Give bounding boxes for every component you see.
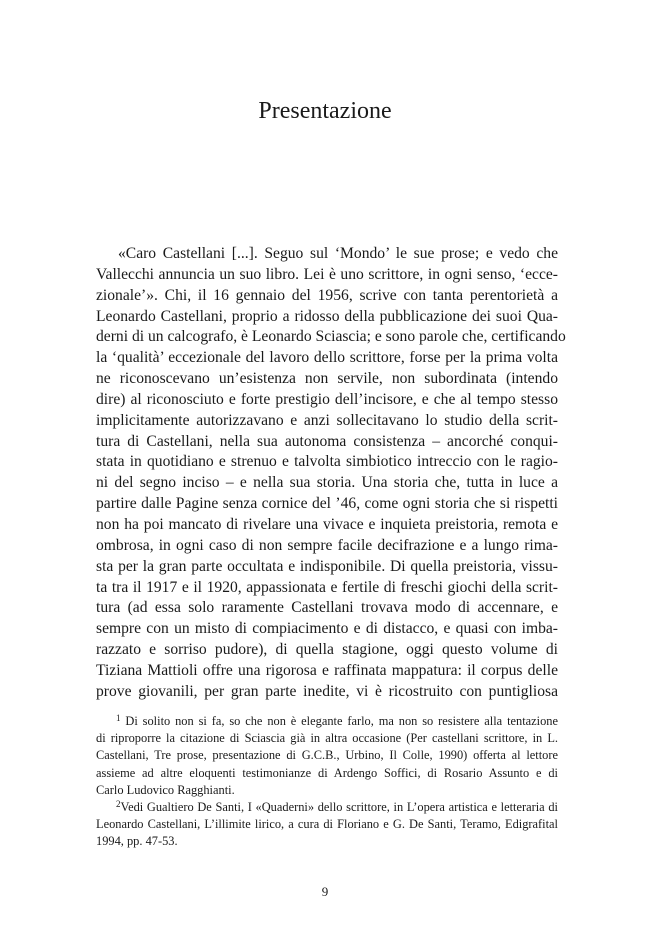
footnote-line (96, 713, 558, 730)
footnote-line (96, 799, 558, 816)
footnote-line: 1994, pp. 47-53. (96, 834, 178, 849)
footnote-line: Leonardo Castellani, L’illimite lirico, a cura di Floriano e G. De Santi, Teramo, Edigrafital (96, 817, 558, 832)
body-line: sempre con un misto di compiacimento e di distacco, e quasi con imba- (96, 620, 558, 638)
body-line: ombrosa, in ogni caso di non sempre facile decifrazione e a lungo rima- (96, 536, 558, 554)
page-title: Presentazione (258, 98, 392, 124)
body-line: tura di Castellani, nella sua autonoma consistenza – ancorché conqui- (96, 432, 558, 450)
page-number: 9 (321, 884, 329, 899)
footnote-text: Di solito non si fa, so che non è elegante farlo, ma non so resistere alla tentazione (125, 714, 558, 728)
footnote-line: assieme ad altre eloquenti testimonianze di Ardengo Soffici, di Rosario Assunto e di (96, 765, 558, 780)
body-line: ne riconoscevano un’esistenza non servile, non subordinata (intendo (96, 370, 558, 388)
footnote-line: Carlo Ludovico Ragghianti. (96, 782, 235, 797)
footnote-marker: 2 (116, 798, 121, 809)
body-line: derni di un calcografo, è Leonardo Sciascia; e sono parole che, certificando (96, 328, 566, 346)
body-line: Vallecchi annuncia un suo libro. Lei è uno scrittore, in ogni senso, ‘ecce- (96, 265, 558, 283)
body-line: prove giovanili, per gran parte inedite, vi è ricostruito con puntigliosa (96, 682, 558, 700)
body-line: ta tra il 1917 e il 1920, appassionata e fertile di freschi giochi della scrit- (96, 578, 558, 596)
body-line: Tiziana Mattioli offre una rigorosa e raffinata mappatura: il corpus delle (96, 661, 558, 679)
body-line: sta per la gran parte occultata e indisponibile. Di quella preistoria, vissu- (96, 557, 558, 575)
body-line: stata in quotidiano e strenuo e talvolta simbiotico intreccio con le ragio- (96, 453, 558, 471)
body-line: «Caro Castellani [...]. Seguo sul ‘Mondo’ le sue prose; e vedo che (118, 245, 558, 262)
body-line: tura (ad essa solo raramente Castellani trovava modo di accennare, e (96, 599, 558, 617)
body-paragraph (96, 244, 566, 703)
footnote-text: Vedi Gualtiero De Santi, I «Quaderni» dello scrittore, in L’opera artistica e letteraria di (120, 799, 558, 814)
body-line: la ‘qualità’ eccezionale del lavoro dello scrittore, forse per la prima volta (96, 349, 558, 367)
body-line: razzato e sorriso pudore), di quella stagione, oggi questo volume di (96, 641, 558, 659)
footnote-line: di riproporre la citazione di Sciascia già in altra occasione (Per castellani scrittore, in L. (96, 731, 558, 746)
body-line: ni del segno inciso – e nella sua storia. Una storia che, tutta in luce a (96, 474, 558, 492)
footnotes (96, 713, 558, 851)
body-line: Leonardo Castellani, proprio a ridosso della pubblicazione dei suoi Qua- (96, 307, 558, 325)
body-line: partire dalle Pagine senza cornice del ’46, come ogni storia che si rispetti (96, 495, 558, 513)
body-line: zionale’». Chi, il 16 gennaio del 1956, scrive con tanta perentorietà a (96, 286, 558, 304)
body-line: dire) al riconosciuto e forte prestigio dell’incisore, e che al tempo stesso (96, 390, 558, 408)
body-line: non ha poi mancato di rivelare una vivace e inquieta preistoria, remota e (96, 515, 558, 533)
body-line: implicitamente autorizzavano e anzi sollecitavano lo studio della scrit- (96, 411, 558, 429)
footnote-line: Castellani, Tre prose, presentazione di G.C.B., Urbino, Il Colle, 1990) offerta al lettore (96, 748, 558, 763)
footnote-marker: 1 (116, 713, 121, 723)
